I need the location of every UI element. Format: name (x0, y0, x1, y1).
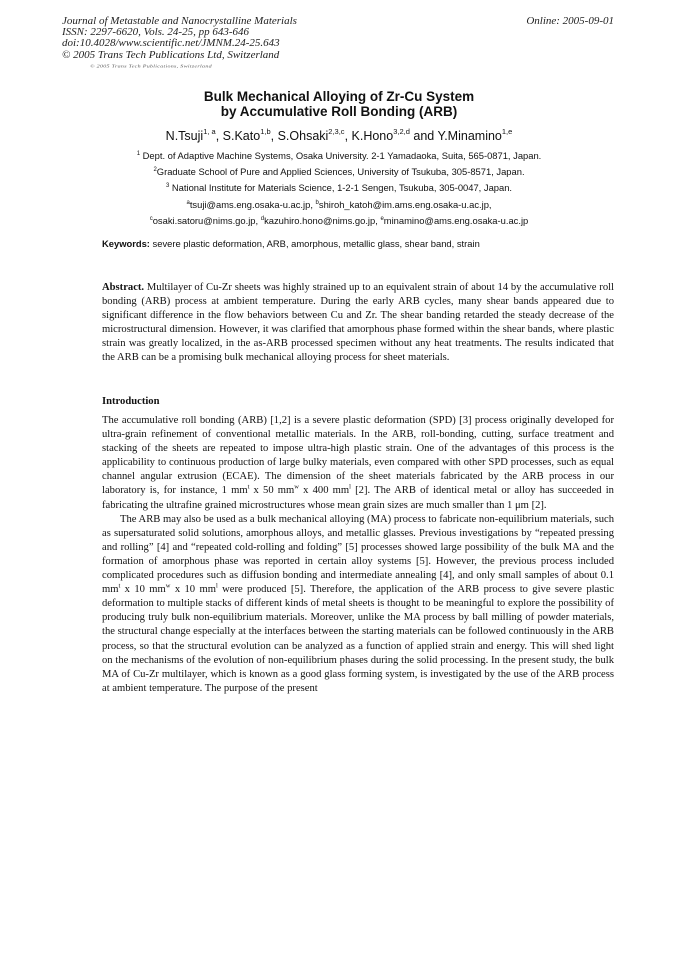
introduction-body (102, 414, 614, 696)
author: S.Kato$^{1,b}$, (222, 127, 278, 143)
online-date: Online: 2005-09-01 (526, 15, 614, 27)
author: S.Ohsaki$^{2,3,c}$, (277, 127, 352, 143)
paragraph: The accumulative roll bonding (ARB) [1,2] is a severe plastic deformation (SPD) [3] process originally developed for ultra-grain refinement of conventional metallic materials. In the ARB, roll-bonding, cutting, surface treatment and stacking of the sheets are repeated to impose ultra-high plastic strain. One of the advantages of this process is the applicability to continuous production of large bulky materials, even compared with other SPD processes, such as equal channel angular extrusion (ECAE). The dimension of the sheet materials fabricated by the ARB process in our laboratory is, for instance, 1 $mm^t$ x 50 $mm^w$ x 400 $mm^l$ [2]. The ARB of identical metal or alloy has succeeded in fabricating the ultrafine grained microstructures whose mean grain sizes are much smaller than 1 μm [2]. (102, 415, 614, 511)
keywords: Keywords: severe plastic deformation, ARB, amorphous, metallic glass, shear band, strain (102, 238, 480, 249)
paper-title-line-2: by Accumulative Roll Bonding (ARB) (220, 104, 458, 119)
abstract-label: Abstract. (102, 282, 145, 293)
author: K.Hono$^{3,2,d}$ and (351, 127, 438, 143)
abstract-text: Multilayer of Cu-Zr sheets was highly strained up to an equivalent strain of about 14 by the accumulative roll bonding (ARB) process at ambient temperature. During the early ARB cycles, many shear bands appeared due to significant difference in the flow behaviors between Cu and Zr. The shear banding retarded the steady decrease of the microstructural dimension. However, it was clarified that amorphous phase formed within the shear bands, where plastic strain was greatly localized, in the as-ARB processed specimen without any heat treatments. The results indicated that the ARB can be a promising bulk mechanical alloying process for sheet materials. (102, 282, 614, 364)
paper-title-line-1: Bulk Mechanical Alloying of Zr-Cu System (203, 89, 475, 104)
section-heading: Introduction (102, 396, 160, 407)
author-list (0, 127, 678, 143)
paragraph: The ARB may also be used as a bulk mechanical alloying (MA) process to fabricate non-equilibrium materials, such as supersaturated solid solutions, amorphous alloys, and metallic glasses. Previous investigations by “repeated pressing and rolling” [4] and “repeated cold-rolling and folding” [5] processes showed large possibility of the bulk MA and the formation of amorphous phase was reported in certain alloy systems [5]. However, the previous process included complicated procedures such as diffusion bonding and intermediate annealing [4], and only small samples of about 0.1 $mm^t$ x 10 $mm^w$ x 10 $mm^l$ were produced [5]. Therefore, the application of the ARB process to give severe plastic deformation to multiple stacks of different kinds of metal sheets is thought to be meaningful to explore the possibility of producing truly bulk non-equilibrium materials. Moreover, unlike the MA process by ball milling of powder materials, the structural change especially at the interfaces between the starting materials can be followed continuously in the ARB process, so that the structural evolution can be analyzed as a function of applied strain and energy. This will shed light on the mechanisms of the evolution of non-equilibrium phases during the solid processing. In the present study, the bulk MA of Cu-Zr multilayer, which is known as a good glass forming system, is investigated by the use of the ARB process at ambient temperature. The purpose of the present (102, 513, 614, 694)
journal-name: Journal of Metastable and Nanocrystalline Materials (62, 15, 297, 27)
affiliation: $^3$ National Institute for Materials Science, 1-2-1 Sengen, Tsukuba, 305-0047, Japan. (165, 182, 513, 194)
email-line: $^c$osaki.satoru@nims.go.jp, $^d$kazuhiro.hono@nims.go.jp, $^e$minamino@ams.eng.osaka-u.ac.jp (149, 214, 529, 226)
abstract (102, 281, 614, 366)
journal-issn: ISSN: 2297-6620, Vols. 24-25, pp 643-646 (62, 26, 249, 39)
affiliations (0, 147, 678, 228)
author: N.Tsuji$^{1, a}$, (165, 127, 223, 143)
email-line: $^a$tsuji@ams.eng.osaka-u.ac.jp, $^b$shiroh_katoh@im.ams.eng.osaka-u.ac.jp, (186, 198, 492, 210)
affiliation: $^2$Graduate School of Pure and Applied Sciences, University of Tsukuba, 305-8571, Japan. (153, 166, 525, 178)
paper-title (0, 89, 678, 119)
journal-copyright: © 2005 Trans Tech Publications Ltd, Switzerland (62, 48, 280, 61)
faded-copyright-line: © 2005 Trans Tech Publications, Switzerland (90, 65, 212, 69)
affiliation: $^1$ Dept. of Adaptive Machine Systems, Osaka University. 2-1 Yamadaoka, Suita, 565-0871, Japan. (136, 150, 542, 161)
author: Y.Minamino$^{1,e}$ (437, 127, 513, 143)
journal-doi: doi:10.4028/www.scientific.net/JMNM.24-25.643 (62, 37, 280, 50)
journal-header (62, 16, 618, 61)
